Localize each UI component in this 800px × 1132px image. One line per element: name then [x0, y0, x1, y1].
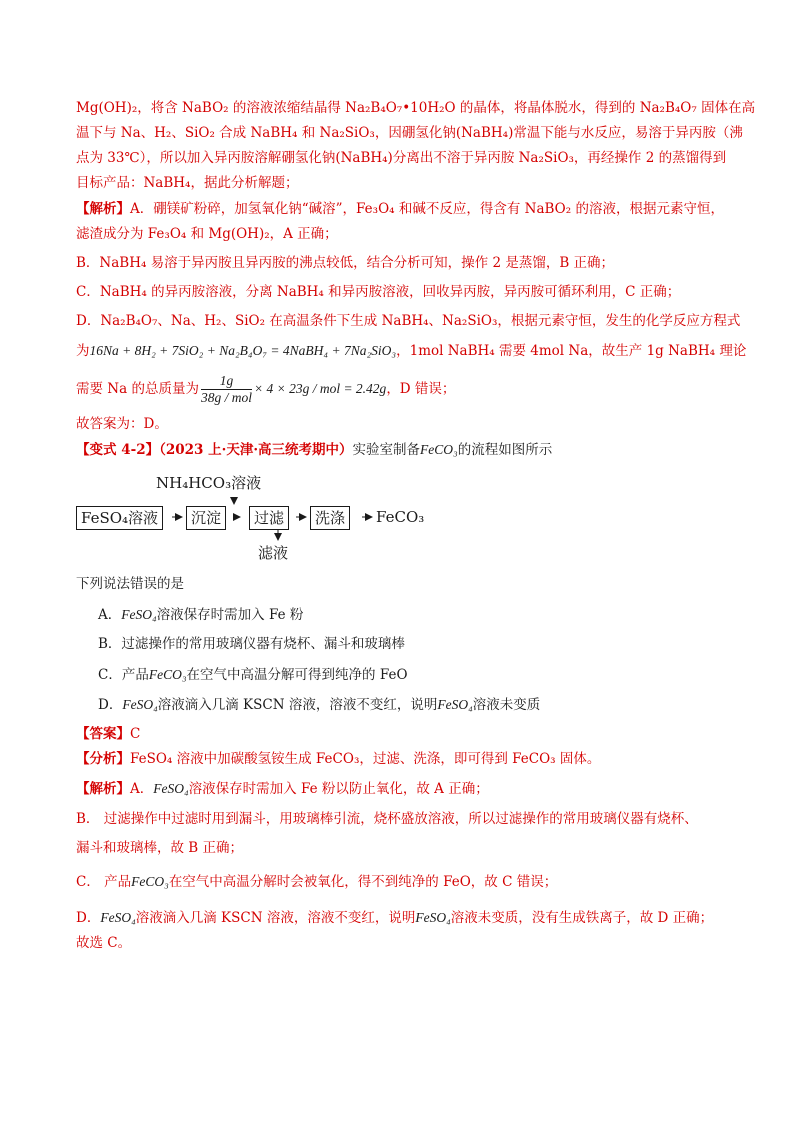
- analysis-d-line-1: D．Na₂B₄O₇、Na、H₂、SiO₂ 在高温条件下生成 NaBH₄、Na₂SiO₃，根据元素守恒，发生的化学反应方程式: [76, 313, 741, 329]
- option-c-b: 在空气中高温分解可得到纯净的 FeO: [186, 667, 408, 683]
- analysis-d-line-3: [76, 372, 728, 406]
- jiexi-b-line-2: 漏斗和玻璃棒，故 B 正确；: [76, 840, 244, 856]
- analysis-d-end: ，D 错误；: [386, 381, 456, 397]
- fraction-numerator: 1g: [201, 373, 252, 390]
- jiexi-d-line: [76, 905, 728, 931]
- analysis-answer: 故答案为：D。: [76, 416, 168, 432]
- option-a-line: [98, 602, 728, 628]
- option-d-formula-2: FeSO₄: [437, 697, 473, 712]
- option-a-formula: FeSO₄: [121, 607, 157, 622]
- option-d-formula-1: FeSO₄: [122, 697, 158, 712]
- fraction-denominator: 38g / mol: [200, 390, 252, 405]
- flow-filtrate: 滤液: [258, 544, 289, 562]
- option-c: [98, 662, 728, 688]
- jiexi-c-text: 在空气中高温分解时会被氧化，得不到纯净的 FeO，故 C 错误；: [168, 874, 558, 890]
- jiexi-d-mid: 溶液滴入几滴 KSCN 溶液，溶液不变红，说明: [135, 910, 416, 926]
- intro-line-3: 点为 33℃），所以加入异丙胺溶解硼氢化钠(NaBH₄)分离出不溶于异丙胺 Na₂SiO₃，再经操作 2 的蒸馏得到: [76, 150, 727, 166]
- analysis-a-line-2: 滤渣成分为 Fe₃O₄ 和 Mg(OH)₂，A 正确；: [76, 226, 338, 242]
- option-c-formula: FeCO₃: [148, 667, 187, 682]
- variant-stem-formula: FeCO₃: [420, 442, 458, 457]
- analysis-d-need: 需要 Na 的总质量为: [76, 381, 199, 397]
- option-a: [98, 602, 728, 628]
- jiexi-d-end: 溶液未变质，没有生成铁离子，故 D 正确；: [450, 910, 714, 926]
- question-prompt: 下列说法错误的是: [76, 576, 184, 592]
- jiexi-c-label: C． 产品: [76, 874, 132, 890]
- intro-line-1: Mg(OH)₂，将含 NaBO₂ 的溶液浓缩结晶得 Na₂B₄O₇•10H₂O 的晶体，将晶体脱水，得到的 Na₂B₄O₇ 固体在高: [76, 100, 756, 116]
- option-a-text: 溶液保存时需加入 Fe 粉: [156, 607, 304, 623]
- analysis-b: B．NaBH₄ 易溶于异丙胺且异丙胺的沸点较低，结合分析可知，操作 2 是蒸馏，B 正确；: [76, 255, 615, 271]
- analysis-a-text-1: A．硼镁矿粉碎，加氢氧化钠“碱溶”，Fe₃O₄ 和碱不反应，得含有 NaBO₂ 的溶液，根据元素守恒，: [130, 201, 724, 217]
- analysis-line: [76, 747, 728, 772]
- fraction-rest: × 4 × 23g / mol = 2.42g: [253, 381, 387, 396]
- flow-diagram: [76, 468, 496, 568]
- option-c-a: C．产品: [98, 667, 149, 683]
- flow-box-wash: 洗涤: [310, 506, 350, 530]
- final-answer: 故选 C。: [76, 935, 132, 951]
- mass-fraction: [201, 373, 252, 406]
- jiexi-tag: 【解析】: [76, 781, 130, 797]
- option-d: [98, 692, 728, 718]
- intro-paragraph: [76, 96, 756, 196]
- analysis-tag-2: 【分析】: [76, 751, 130, 767]
- jiexi-a-line: [76, 776, 728, 802]
- jiexi-c-formula: FeCO₃: [131, 874, 169, 889]
- analysis-text-2: FeSO₄ 溶液中加碳酸氢铵生成 FeCO₃，过滤、洗涤，即可得到 FeCO₃ 固体。: [130, 751, 601, 767]
- flow-box-precipitate: 沉淀: [186, 506, 226, 530]
- analysis-c: C．NaBH₄ 的异丙胺溶液，分离 NaBH₄ 和异丙胺溶液，回收异丙胺，异丙胺可循环利用，C 正确；: [76, 284, 681, 300]
- option-d-label: D．: [98, 697, 123, 713]
- flow-product: FeCO₃: [376, 508, 425, 526]
- intro-line-2: 温下与 Na、H₂、SiO₂ 合成 NaBH₄ 和 Na₂SiO₃，因硼氢化钠(NaBH₄)常温下能与水反应，易溶于异丙胺（沸: [76, 125, 743, 141]
- variant-tag: 【变式 4-2】: [76, 442, 160, 458]
- variant-source: （2023 上·天津·高三统考期中）: [159, 442, 353, 458]
- option-d-mid: 溶液滴入几滴 KSCN 溶液，溶液不变红，说明: [157, 697, 438, 713]
- variant-stem-b: 的流程如图所示: [457, 442, 553, 458]
- solution-section: [76, 722, 728, 956]
- flow-box-feso4: FeSO₄溶液: [76, 506, 163, 530]
- analysis-section-1: [76, 197, 747, 437]
- reaction-equation: 16Na + 8H₂ + 7SiO₂ + Na₂B₄O₇ = 4NaBH₄ + 7Na₂SiO₃: [89, 343, 397, 358]
- jiexi-b-line-1: B． 过滤操作中过滤时用到漏斗，用玻璃棒引流，烧杯盛放溶液，所以过滤操作的常用玻璃仪器有烧杯、: [76, 811, 698, 827]
- analysis-d-suffix: ，1mol NaBH₄ 需要 4mol Na，故生产 1g NaBH₄ 理论: [396, 343, 747, 359]
- analysis-d-line-2: [76, 338, 747, 364]
- option-d-line: [98, 692, 728, 718]
- flow-box-filter: 过滤: [249, 506, 289, 530]
- option-c-line: [98, 662, 728, 688]
- answer-tag: 【答案】: [76, 726, 130, 742]
- jiexi-c-line: [76, 869, 728, 895]
- variant-line: [76, 437, 728, 463]
- jiexi-d-label: D．: [76, 910, 101, 926]
- answer-value: C: [130, 726, 141, 742]
- analysis-a-line-1: [76, 197, 728, 222]
- option-b: B．过滤操作的常用玻璃仪器有烧杯、漏斗和玻璃棒: [98, 636, 405, 652]
- jiexi-a-text: 溶液保存时需加入 Fe 粉以防止氧化，故 A 正确；: [188, 781, 489, 797]
- jiexi-a-formula: FeSO₄: [153, 781, 189, 796]
- analysis-d-prefix: 为: [76, 343, 90, 359]
- jiexi-d-formula-1: FeSO₄: [100, 910, 136, 925]
- intro-line-4: 目标产品：NaBH₄，据此分析解题；: [76, 175, 299, 191]
- jiexi-a-label: A．: [130, 781, 154, 797]
- variant-stem-a: 实验室制备: [352, 442, 421, 458]
- answer-line: [76, 722, 728, 747]
- option-d-end: 溶液未变质: [472, 697, 541, 713]
- reagent-label: NH₄HCO₃溶液: [156, 474, 262, 492]
- option-a-label: A．: [98, 607, 122, 623]
- jiexi-d-formula-2: FeSO₄: [415, 910, 451, 925]
- analysis-tag: 【解析】: [76, 201, 130, 217]
- variant-heading: [76, 437, 728, 463]
